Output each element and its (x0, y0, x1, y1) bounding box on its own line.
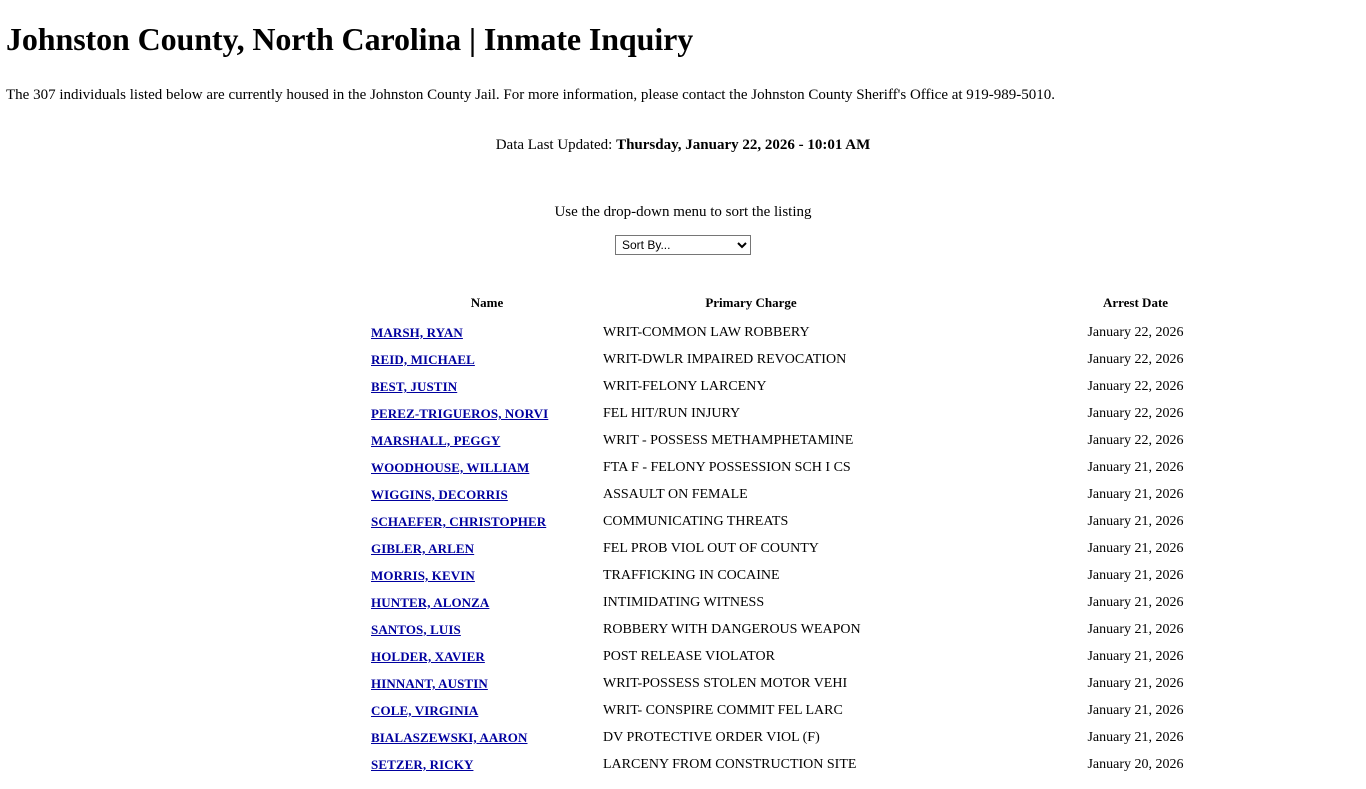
table-row (6, 536, 1366, 563)
column-header-arrest-date: Arrest Date (1102, 294, 1169, 310)
inmate-name-link[interactable]: BIALASZEWSKI, AARON (371, 729, 528, 745)
table-row (6, 617, 1366, 644)
inmate-name-cell (371, 428, 603, 455)
arrest-date-cell: January 20, 2026 (1087, 757, 1184, 773)
primary-charge-cell: FEL PROB VIOL OUT OF COUNTY (603, 541, 819, 557)
arrest-date-cell: January 21, 2026 (1087, 460, 1184, 476)
primary-charge-cell: FEL HIT/RUN INJURY (603, 406, 741, 422)
row-spacer-cell (6, 374, 371, 401)
inmate-name-cell (371, 347, 603, 374)
inmate-table (6, 295, 1366, 779)
row-spacer-cell (6, 752, 371, 779)
primary-charge-cell: LARCENY FROM CONSTRUCTION SITE (603, 757, 857, 773)
inmate-name-cell (371, 752, 603, 779)
table-row (6, 347, 1366, 374)
primary-charge-cell: WRIT-POSSESS STOLEN MOTOR VEHI (603, 676, 848, 692)
row-spacer-cell (6, 482, 371, 509)
table-row (6, 320, 1366, 347)
primary-charge-cell: WRIT- CONSPIRE COMMIT FEL LARC (603, 703, 843, 719)
last-updated-line (6, 137, 1360, 154)
inmate-name-link[interactable]: MARSHALL, PEGGY (371, 432, 501, 448)
inmate-name-link[interactable]: PEREZ-TRIGUEROS, NORVI (371, 405, 549, 421)
primary-charge-cell: POST RELEASE VIOLATOR (603, 649, 775, 665)
inmate-name-cell (371, 563, 603, 590)
primary-charge-cell: WRIT-COMMON LAW ROBBERY (603, 325, 810, 341)
primary-charge-cell: DV PROTECTIVE ORDER VIOL (F) (603, 730, 820, 746)
arrest-date-cell: January 21, 2026 (1087, 595, 1184, 611)
inmate-name-link[interactable]: BEST, JUSTIN (371, 378, 458, 394)
arrest-date-cell: January 21, 2026 (1087, 649, 1184, 665)
inmate-name-link[interactable]: WIGGINS, DECORRIS (371, 486, 508, 502)
inmate-name-cell (371, 644, 603, 671)
primary-charge-cell: WRIT - POSSESS METHAMPHETAMINE (603, 433, 854, 449)
inmate-name-cell (371, 320, 603, 347)
row-spacer-cell (6, 644, 371, 671)
inmate-name-cell (371, 482, 603, 509)
inmate-name-cell (371, 698, 603, 725)
intro-paragraph: The 307 individuals listed below are currently housed in the Johnston County Jail. For more information, please contact the Johnston County Sheriff's Office at 919-989-5010. (6, 86, 1056, 103)
arrest-date-cell: January 22, 2026 (1087, 352, 1184, 368)
table-row (6, 455, 1366, 482)
table-row (6, 752, 1366, 779)
row-spacer-cell (6, 428, 371, 455)
page-container (0, 21, 1366, 779)
row-spacer-cell (6, 590, 371, 617)
sort-by-select[interactable] (615, 235, 751, 255)
arrest-date-cell: January 21, 2026 (1087, 622, 1184, 638)
arrest-date-cell: January 21, 2026 (1087, 676, 1184, 692)
arrest-date-cell: January 21, 2026 (1087, 514, 1184, 530)
inmate-name-link[interactable]: GIBLER, ARLEN (371, 540, 475, 556)
primary-charge-cell: INTIMIDATING WITNESS (603, 595, 765, 611)
row-spacer-cell (6, 725, 371, 752)
inmate-name-link[interactable]: SETZER, RICKY (371, 756, 474, 772)
inmate-name-cell (371, 374, 603, 401)
inmate-name-link[interactable]: MARSH, RYAN (371, 324, 463, 340)
inmate-name-cell (371, 617, 603, 644)
inmate-name-cell (371, 509, 603, 536)
row-spacer-cell (6, 671, 371, 698)
row-spacer-cell (6, 455, 371, 482)
inmate-name-cell (371, 671, 603, 698)
column-header-name: Name (470, 294, 504, 310)
table-row (6, 698, 1366, 725)
table-row (6, 374, 1366, 401)
table-row (6, 644, 1366, 671)
inmate-name-cell (371, 725, 603, 752)
primary-charge-cell: TRAFFICKING IN COCAINE (603, 568, 780, 584)
primary-charge-cell: WRIT-FELONY LARCENY (603, 379, 767, 395)
page-title: Johnston County, North Carolina | Inmate Inquiry (6, 21, 694, 57)
table-row (6, 725, 1366, 752)
primary-charge-cell: COMMUNICATING THREATS (603, 514, 789, 530)
row-spacer-cell (6, 617, 371, 644)
inmate-name-link[interactable]: HINNANT, AUSTIN (371, 675, 488, 691)
primary-charge-cell: WRIT-DWLR IMPAIRED REVOCATION (603, 352, 847, 368)
sort-hint-text: Use the drop-down menu to sort the listing (554, 203, 812, 220)
row-spacer-cell (6, 536, 371, 563)
row-spacer-cell (6, 347, 371, 374)
arrest-date-cell: January 21, 2026 (1087, 703, 1184, 719)
arrest-date-cell: January 21, 2026 (1087, 487, 1184, 503)
arrest-date-cell: January 22, 2026 (1087, 379, 1184, 395)
arrest-date-cell: January 22, 2026 (1087, 433, 1184, 449)
table-header-row (6, 295, 1366, 320)
column-header-charge: Primary Charge (705, 294, 797, 310)
row-spacer-cell (6, 509, 371, 536)
table-row (6, 401, 1366, 428)
inmate-name-link[interactable]: SANTOS, LUIS (371, 621, 461, 637)
table-row (6, 590, 1366, 617)
inmate-name-link[interactable]: COLE, VIRGINIA (371, 702, 479, 718)
inmate-name-link[interactable]: HOLDER, XAVIER (371, 648, 485, 664)
inmate-name-cell (371, 401, 603, 428)
arrest-date-cell: January 22, 2026 (1087, 325, 1184, 341)
row-spacer-cell (6, 401, 371, 428)
table-row (6, 671, 1366, 698)
table-spacer-header (6, 295, 371, 320)
table-row (6, 509, 1366, 536)
inmate-table-body (6, 320, 1366, 779)
arrest-date-cell: January 21, 2026 (1087, 541, 1184, 557)
table-row (6, 563, 1366, 590)
last-updated-label: Data Last Updated: (495, 136, 617, 153)
primary-charge-cell: FTA F - FELONY POSSESSION SCH I CS (603, 460, 851, 476)
primary-charge-cell: ROBBERY WITH DANGEROUS WEAPON (603, 622, 861, 638)
arrest-date-cell: January 21, 2026 (1087, 730, 1184, 746)
inmate-name-link[interactable]: MORRIS, KEVIN (371, 567, 475, 583)
primary-charge-cell: ASSAULT ON FEMALE (603, 487, 748, 503)
inmate-name-cell (371, 455, 603, 482)
arrest-date-cell: January 22, 2026 (1087, 406, 1184, 422)
table-row (6, 428, 1366, 455)
row-spacer-cell (6, 320, 371, 347)
inmate-name-link[interactable]: HUNTER, ALONZA (371, 594, 490, 610)
arrest-date-cell: January 21, 2026 (1087, 568, 1184, 584)
row-spacer-cell (6, 563, 371, 590)
inmate-name-link[interactable]: WOODHOUSE, WILLIAM (371, 459, 530, 475)
sort-select-container (6, 235, 1360, 255)
row-spacer-cell (6, 698, 371, 725)
inmate-name-link[interactable]: SCHAEFER, CHRISTOPHER (371, 513, 547, 529)
last-updated-value: Thursday, January 22, 2026 - 10:01 AM (616, 136, 871, 153)
inmate-name-cell (371, 536, 603, 563)
table-row (6, 482, 1366, 509)
inmate-name-link[interactable]: REID, MICHAEL (371, 351, 475, 367)
inmate-name-cell (371, 590, 603, 617)
